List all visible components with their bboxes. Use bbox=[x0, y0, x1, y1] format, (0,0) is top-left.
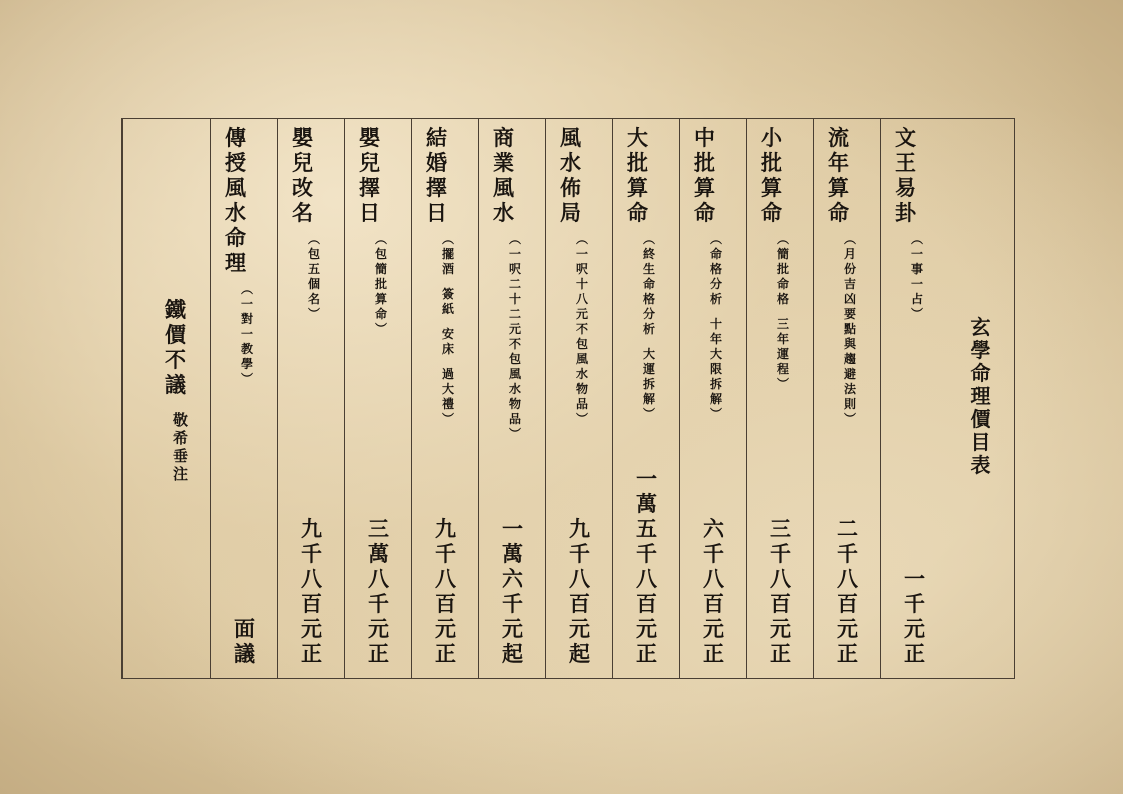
item-note: ︵ 終 生 命 格 分 析 大 運 拆 解 ︶ bbox=[642, 232, 655, 421]
item-name: 風 水 佈 局 bbox=[560, 125, 581, 225]
item-name: 小 批 算 命 bbox=[761, 125, 782, 225]
item-note: ︵ 命 格 分 析 十 年 大 限 拆 解 ︶ bbox=[709, 232, 722, 421]
item-column bbox=[880, 119, 947, 678]
item-column bbox=[411, 119, 478, 678]
item-price: 三 千 八 百 元 正 bbox=[770, 516, 791, 666]
closing-column bbox=[122, 119, 211, 678]
item-column bbox=[545, 119, 612, 678]
item-price: 面 議 bbox=[234, 616, 255, 666]
page-title: 玄 學 命 理 價 目 表 bbox=[970, 315, 991, 477]
item-note: ︵ 一 呎 二 十 二 元 不 包 風 水 物 品 ︶ bbox=[508, 232, 521, 441]
item-column bbox=[813, 119, 880, 678]
item-price: 二 千 八 百 元 正 bbox=[837, 516, 858, 666]
item-price: 九 千 八 百 元 起 bbox=[569, 516, 590, 666]
item-note: ︵ 一 事 一 占 ︶ bbox=[910, 232, 923, 321]
item-note: ︵ 包 五 個 名 ︶ bbox=[307, 232, 320, 321]
closing-main: 鐵 價 不 議 bbox=[165, 297, 186, 397]
title-column bbox=[947, 119, 1014, 678]
item-column bbox=[344, 119, 411, 678]
item-name: 中 批 算 命 bbox=[694, 125, 715, 225]
item-price: 九 千 八 百 元 正 bbox=[301, 516, 322, 666]
item-name: 傳 授 風 水 命 理 bbox=[225, 125, 246, 275]
item-name: 大 批 算 命 bbox=[627, 125, 648, 225]
item-column bbox=[210, 119, 277, 678]
item-name: 商 業 風 水 bbox=[493, 125, 514, 225]
item-price: 一 萬 五 千 八 百 元 正 bbox=[636, 466, 657, 666]
item-note: ︵ 一 呎 十 八 元 不 包 風 水 物 品 ︶ bbox=[575, 232, 588, 426]
item-column bbox=[277, 119, 344, 678]
item-name: 文 王 易 卦 bbox=[895, 125, 916, 225]
item-note: ︵ 擺 酒 簽 紙 安 床 過 大 禮 ︶ bbox=[441, 232, 454, 426]
item-price: 六 千 八 百 元 正 bbox=[703, 516, 724, 666]
item-column bbox=[612, 119, 679, 678]
item-note: ︵ 一 對 一 教 學 ︶ bbox=[240, 282, 253, 386]
item-price: 三 萬 八 千 元 正 bbox=[368, 516, 389, 666]
item-name: 流 年 算 命 bbox=[828, 125, 849, 225]
item-note: ︵ 包 簡 批 算 命 ︶ bbox=[374, 232, 387, 336]
item-name: 結 婚 擇 日 bbox=[426, 125, 447, 225]
closing-sub: 敬 希 垂 注 bbox=[173, 411, 189, 483]
item-price: 一 千 元 正 bbox=[904, 566, 925, 666]
price-table bbox=[121, 118, 1015, 679]
item-price: 一 萬 六 千 元 起 bbox=[502, 516, 523, 666]
item-column bbox=[478, 119, 545, 678]
item-price: 九 千 八 百 元 正 bbox=[435, 516, 456, 666]
item-name: 嬰 兒 改 名 bbox=[292, 125, 313, 225]
item-name: 嬰 兒 擇 日 bbox=[359, 125, 380, 225]
item-note: ︵ 月 份 吉 凶 要 點 與 趨 避 法 則 ︶ bbox=[843, 232, 856, 426]
item-note: ︵ 簡 批 命 格 三 年 運 程 ︶ bbox=[776, 232, 789, 391]
item-column bbox=[746, 119, 813, 678]
item-column bbox=[679, 119, 746, 678]
